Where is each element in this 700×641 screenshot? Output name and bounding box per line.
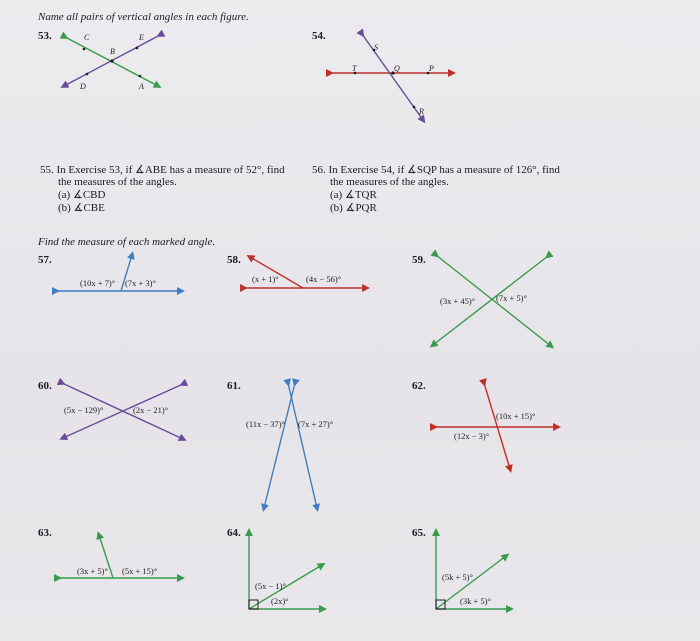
problem-60-number: 60. [38,380,52,392]
problem-61-label-2: (7x + 27)° [298,419,334,429]
point-c-dot [83,48,86,51]
line-62-cross [484,383,510,469]
label-c: C [84,33,90,42]
problem-56-part-a: (a) ∡TQR [330,189,377,201]
point-e-dot [136,47,139,50]
problem-60-label-1: (5x − 129)° [64,405,104,415]
point-d-dot [86,73,89,76]
point-b [110,59,113,62]
label-t: T [352,64,357,73]
line-61-a [264,383,295,508]
problem-65-label-1: (5k + 5)° [442,572,473,582]
problem-54-number: 54. [312,30,326,42]
problem-63-label-2: (5x + 15)° [122,566,158,576]
problem-57-label-2: (7x + 3)° [125,278,156,288]
problem-56-line2: the measures of the angles. [330,176,449,188]
problem-56-line1: In Exercise 54, if ∡SQP has a measure of 126°, find [328,164,560,176]
problem-56-number: 56. [312,164,326,176]
label-p: P [429,64,434,73]
problem-65-number: 65. [412,527,426,539]
problem-57-number: 57. [38,254,52,266]
problem-56 [312,164,560,176]
problem-61-label-1: (11x − 37)° [246,419,286,429]
problem-59-label-2: (7x + 5)° [496,293,527,303]
point-a-dot [139,75,142,78]
problem-58-number: 58. [227,254,241,266]
problem-59-number: 59. [412,254,426,266]
label-r: R [419,107,424,116]
problem-59-label-1: (3x + 45)° [440,296,476,306]
problem-55-line1: In Exercise 53, if ∡ABE has a measure of 52°, find [56,164,285,176]
problem-55-part-a: (a) ∡CBD [58,189,106,201]
label-a: A [139,82,144,91]
problem-62-number: 62. [412,380,426,392]
problem-65-label-2: (3k + 5)° [460,596,491,606]
line-61-b [288,383,317,508]
problem-64-label-2: (2x)° [271,596,289,606]
problem-58-label-2: (4x − 56)° [306,274,342,284]
problem-58-label-1: (x + 1)° [252,274,279,284]
problem-55-part-b: (b) ∡CBE [58,202,105,214]
problem-62-label-1: (10x + 15)° [496,411,536,421]
problem-61-number: 61. [227,380,241,392]
problem-64-label-1: (5x − 1)° [255,581,286,591]
problem-56-part-b: (b) ∡PQR [330,202,377,214]
problem-55-number: 55. [40,164,54,176]
label-s: S [374,43,378,52]
vertical-angles-instruction: Name all pairs of vertical angles in each figure. [38,11,249,23]
label-e: E [139,33,144,42]
marked-angle-instruction: Find the measure of each marked angle. [38,236,216,248]
label-q: Q [394,64,400,73]
problem-63-number: 63. [38,527,52,539]
problem-64-number: 64. [227,527,241,539]
label-d: D [80,82,86,91]
problem-63-label-1: (3x + 5)° [77,566,108,576]
problem-55 [40,164,285,176]
problem-57-label-1: (10x + 7)° [80,278,116,288]
label-b: B [110,47,115,56]
point-r-dot [413,106,416,109]
problem-62-label-2: (12x − 3)° [454,431,490,441]
problem-53-number: 53. [38,30,52,42]
problem-55-line2: the measures of the angles. [58,176,177,188]
problem-60-label-2: (2x − 21)° [133,405,169,415]
